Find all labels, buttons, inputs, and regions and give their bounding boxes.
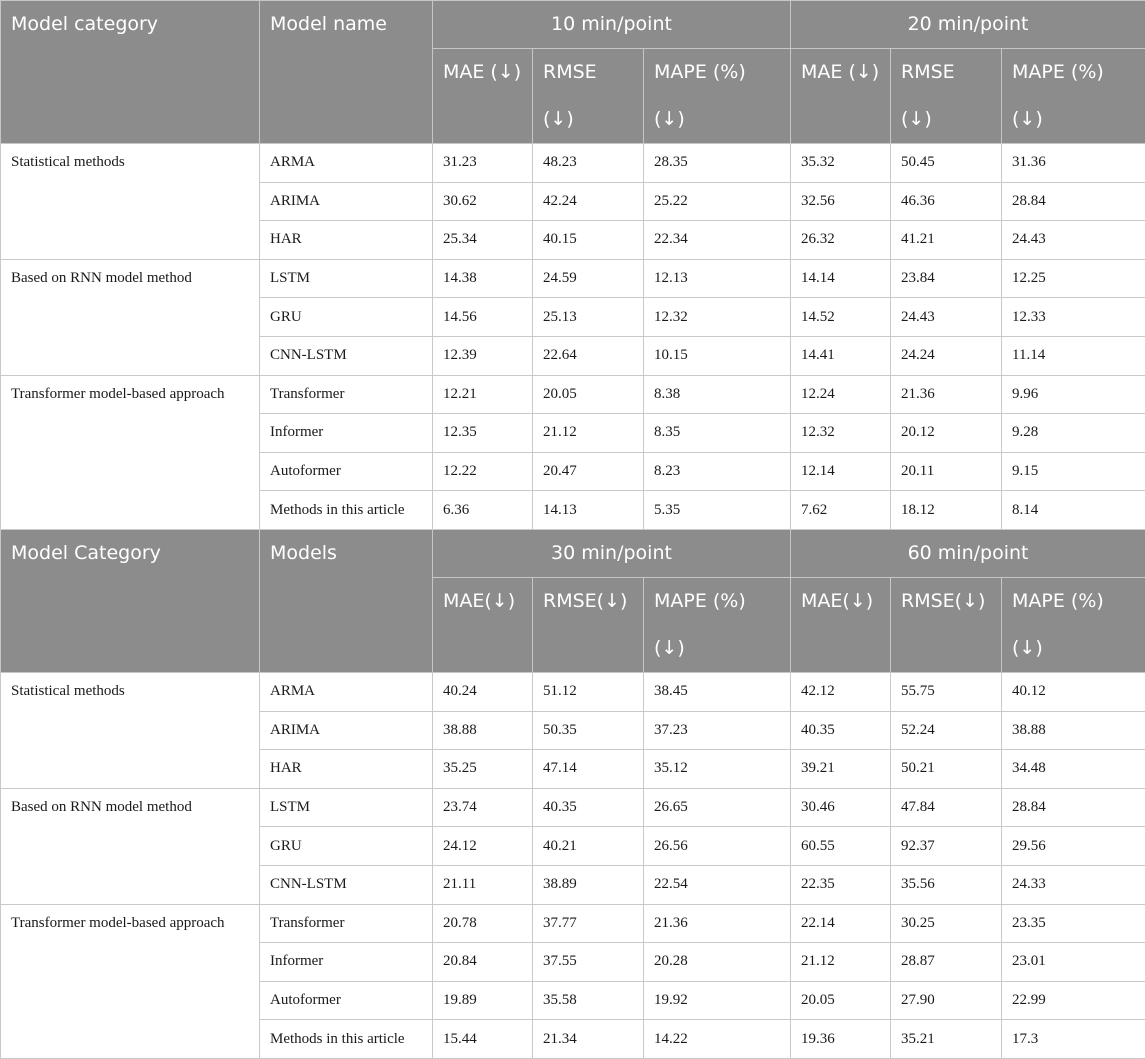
value-cell: 15.44 [433,1020,533,1059]
model-name-cell: Transformer [260,375,433,414]
value-cell: 24.24 [891,336,1002,375]
value-cell: 12.32 [791,414,891,453]
value-cell: 40.21 [533,827,644,866]
column-header-model: Models [260,529,433,672]
category-cell: Transformer model-based approach [1,375,260,529]
value-cell: 48.23 [533,144,644,183]
value-cell: 12.35 [433,414,533,453]
model-name-cell: ARIMA [260,182,433,221]
value-cell: 22.14 [791,904,891,943]
value-cell: 6.36 [433,491,533,530]
value-cell: 22.54 [644,865,791,904]
value-cell: 25.22 [644,182,791,221]
value-cell: 50.21 [891,750,1002,789]
value-cell: 25.13 [533,298,644,337]
table-row [1,788,1145,827]
metric-header: RMSE (↓) [533,49,644,144]
value-cell: 31.23 [433,144,533,183]
value-cell: 18.12 [891,491,1002,530]
value-cell: 38.89 [533,865,644,904]
metric-header: MAPE (%) (↓) [644,577,791,672]
model-name-cell: ARMA [260,672,433,711]
value-cell: 20.11 [891,452,1002,491]
value-cell: 29.56 [1002,827,1145,866]
value-cell: 92.37 [891,827,1002,866]
value-cell: 12.13 [644,259,791,298]
metric-header: MAE (↓) [791,49,891,144]
value-cell: 12.32 [644,298,791,337]
value-cell: 22.99 [1002,981,1145,1020]
value-cell: 50.35 [533,711,644,750]
value-cell: 20.12 [891,414,1002,453]
value-cell: 26.65 [644,788,791,827]
value-cell: 46.36 [891,182,1002,221]
value-cell: 12.25 [1002,259,1145,298]
value-cell: 40.15 [533,221,644,260]
value-cell: 12.39 [433,336,533,375]
value-cell: 50.45 [891,144,1002,183]
value-cell: 22.64 [533,336,644,375]
value-cell: 12.22 [433,452,533,491]
value-cell: 35.21 [891,1020,1002,1059]
value-cell: 30.62 [433,182,533,221]
model-name-cell: CNN-LSTM [260,336,433,375]
value-cell: 21.11 [433,865,533,904]
metric-header: RMSE (↓) [891,49,1002,144]
value-cell: 27.90 [891,981,1002,1020]
category-cell: Statistical methods [1,144,260,260]
results-table-body [1,1,1145,1059]
value-cell: 31.36 [1002,144,1145,183]
value-cell: 30.46 [791,788,891,827]
value-cell: 19.92 [644,981,791,1020]
value-cell: 24.43 [1002,221,1145,260]
value-cell: 52.24 [891,711,1002,750]
value-cell: 21.36 [891,375,1002,414]
value-cell: 14.38 [433,259,533,298]
metric-header: MAPE (%) (↓) [644,49,791,144]
value-cell: 23.84 [891,259,1002,298]
model-name-cell: Informer [260,943,433,982]
value-cell: 12.33 [1002,298,1145,337]
value-cell: 12.24 [791,375,891,414]
value-cell: 21.12 [533,414,644,453]
value-cell: 11.14 [1002,336,1145,375]
column-header-category: Model Category [1,529,260,672]
model-name-cell: Transformer [260,904,433,943]
value-cell: 23.35 [1002,904,1145,943]
value-cell: 8.23 [644,452,791,491]
table-row [1,375,1145,414]
value-cell: 38.45 [644,672,791,711]
metric-header: MAE (↓) [433,49,533,144]
column-group-header: 10 min/point [433,1,791,49]
value-cell: 42.12 [791,672,891,711]
column-group-header: 30 min/point [433,529,791,577]
model-name-cell: GRU [260,827,433,866]
metric-header: RMSE(↓) [533,577,644,672]
value-cell: 24.33 [1002,865,1145,904]
value-cell: 35.56 [891,865,1002,904]
value-cell: 8.35 [644,414,791,453]
value-cell: 35.25 [433,750,533,789]
column-group-header: 60 min/point [791,529,1145,577]
value-cell: 14.22 [644,1020,791,1059]
value-cell: 14.52 [791,298,891,337]
category-cell: Based on RNN model method [1,259,260,375]
value-cell: 35.12 [644,750,791,789]
value-cell: 24.12 [433,827,533,866]
value-cell: 39.21 [791,750,891,789]
model-name-cell: Informer [260,414,433,453]
model-name-cell: Autoformer [260,981,433,1020]
value-cell: 40.35 [533,788,644,827]
value-cell: 47.84 [891,788,1002,827]
value-cell: 21.12 [791,943,891,982]
table-row [1,259,1145,298]
model-name-cell: GRU [260,298,433,337]
value-cell: 8.38 [644,375,791,414]
value-cell: 26.32 [791,221,891,260]
value-cell: 51.12 [533,672,644,711]
value-cell: 34.48 [1002,750,1145,789]
value-cell: 38.88 [1002,711,1145,750]
value-cell: 22.34 [644,221,791,260]
value-cell: 40.12 [1002,672,1145,711]
value-cell: 21.34 [533,1020,644,1059]
value-cell: 32.56 [791,182,891,221]
value-cell: 14.41 [791,336,891,375]
header-row-groups [1,529,1145,577]
header-row-groups [1,1,1145,49]
value-cell: 17.3 [1002,1020,1145,1059]
value-cell: 20.78 [433,904,533,943]
value-cell: 28.84 [1002,182,1145,221]
value-cell: 14.13 [533,491,644,530]
value-cell: 55.75 [891,672,1002,711]
value-cell: 20.47 [533,452,644,491]
model-name-cell: Methods in this article [260,1020,433,1059]
value-cell: 42.24 [533,182,644,221]
value-cell: 9.96 [1002,375,1145,414]
category-cell: Transformer model-based approach [1,904,260,1058]
value-cell: 12.21 [433,375,533,414]
value-cell: 9.15 [1002,452,1145,491]
value-cell: 19.36 [791,1020,891,1059]
value-cell: 14.56 [433,298,533,337]
value-cell: 20.84 [433,943,533,982]
metric-header: MAPE (%) (↓) [1002,577,1145,672]
model-name-cell: HAR [260,221,433,260]
value-cell: 23.74 [433,788,533,827]
value-cell: 20.28 [644,943,791,982]
value-cell: 40.35 [791,711,891,750]
value-cell: 41.21 [891,221,1002,260]
model-name-cell: CNN-LSTM [260,865,433,904]
value-cell: 24.43 [891,298,1002,337]
value-cell: 28.35 [644,144,791,183]
value-cell: 28.87 [891,943,1002,982]
value-cell: 21.36 [644,904,791,943]
column-header-category: Model category [1,1,260,144]
value-cell: 60.55 [791,827,891,866]
metric-header: RMSE(↓) [891,577,1002,672]
metric-header: MAE(↓) [433,577,533,672]
table-row [1,904,1145,943]
value-cell: 28.84 [1002,788,1145,827]
category-cell: Statistical methods [1,672,260,788]
value-cell: 22.35 [791,865,891,904]
value-cell: 26.56 [644,827,791,866]
value-cell: 35.58 [533,981,644,1020]
value-cell: 25.34 [433,221,533,260]
value-cell: 35.32 [791,144,891,183]
value-cell: 24.59 [533,259,644,298]
model-name-cell: LSTM [260,259,433,298]
value-cell: 19.89 [433,981,533,1020]
value-cell: 38.88 [433,711,533,750]
table-row [1,672,1145,711]
value-cell: 8.14 [1002,491,1145,530]
model-name-cell: ARIMA [260,711,433,750]
value-cell: 5.35 [644,491,791,530]
value-cell: 10.15 [644,336,791,375]
model-name-cell: ARMA [260,144,433,183]
value-cell: 23.01 [1002,943,1145,982]
value-cell: 12.14 [791,452,891,491]
model-name-cell: Methods in this article [260,491,433,530]
value-cell: 37.77 [533,904,644,943]
value-cell: 9.28 [1002,414,1145,453]
model-name-cell: HAR [260,750,433,789]
value-cell: 20.05 [533,375,644,414]
value-cell: 47.14 [533,750,644,789]
model-name-cell: Autoformer [260,452,433,491]
column-header-model: Model name [260,1,433,144]
value-cell: 7.62 [791,491,891,530]
value-cell: 20.05 [791,981,891,1020]
metric-header: MAE(↓) [791,577,891,672]
value-cell: 37.55 [533,943,644,982]
value-cell: 40.24 [433,672,533,711]
column-group-header: 20 min/point [791,1,1145,49]
category-cell: Based on RNN model method [1,788,260,904]
model-name-cell: LSTM [260,788,433,827]
metric-header: MAPE (%) (↓) [1002,49,1145,144]
value-cell: 30.25 [891,904,1002,943]
table-row [1,144,1145,183]
value-cell: 37.23 [644,711,791,750]
value-cell: 14.14 [791,259,891,298]
